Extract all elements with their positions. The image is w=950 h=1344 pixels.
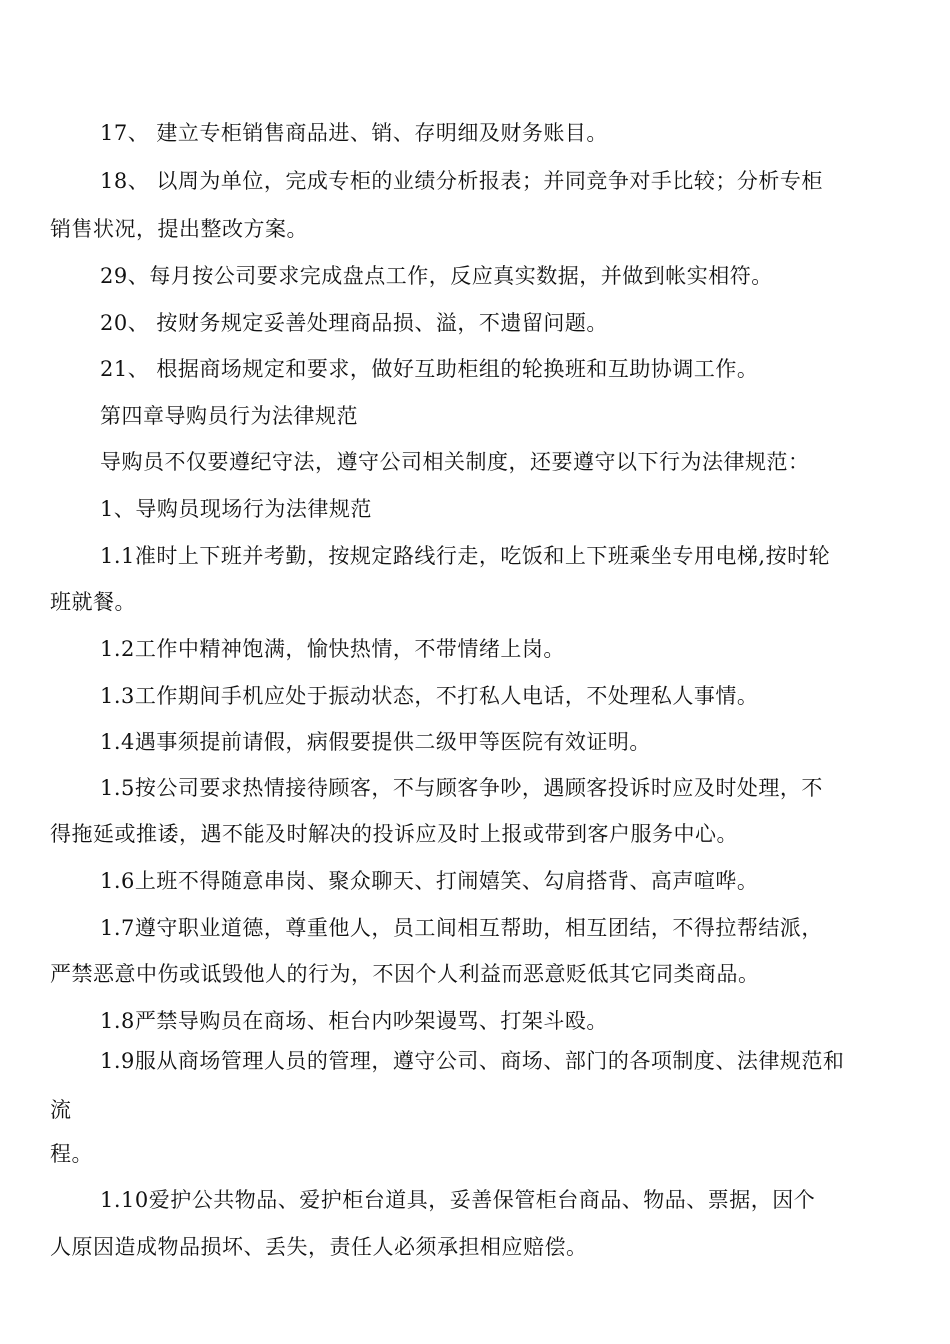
subsection-heading: 1、导购员现场行为法律规范: [100, 497, 372, 521]
text-line: 导购员不仅要遵纪守法，遵守公司相关制度，还要遵守以下行为法律规范：: [100, 450, 810, 474]
text-line: 1.2工作中精神饱满，愉快热情，不带情绪上岗。: [100, 637, 565, 661]
text-line: 1.10爱护公共物品、爱护柜台道具，妥善保管柜台商品、物品、票据，因个: [100, 1188, 816, 1212]
text-line: 严禁恶意中伤或诋毁他人的行为，不因个人利益而恶意贬低其它同类商品。: [50, 962, 760, 986]
text-line: 1.4遇事须提前请假，病假要提供二级甲等医院有效证明。: [100, 730, 651, 754]
text-line: 得拖延或推诿，遇不能及时解决的投诉应及时上报或带到客户服务中心。: [50, 822, 738, 846]
text-line: 班就餐。: [50, 590, 136, 614]
text-line: 21、 根据商场规定和要求，做好互助柜组的轮换班和互助协调工作。: [100, 357, 759, 381]
text-line: 人原因造成物品损坏、丢失，责任人必须承担相应赔偿。: [50, 1235, 588, 1259]
text-line: 1.7遵守职业道德，尊重他人，员工间相互帮助，相互团结，不得拉帮结派，: [100, 916, 823, 940]
text-line: 1.1准时上下班并考勤，按规定路线行走，吃饭和上下班乘坐专用电梯,按时轮: [100, 544, 831, 568]
text-line: 29、每月按公司要求完成盘点工作，反应真实数据，并做到帐实相符。: [100, 264, 773, 288]
text-line: 18、 以周为单位，完成专柜的业绩分析报表；并同竞争对手比较；分析专柜: [100, 169, 823, 193]
text-line: 销售状况，提出整改方案。: [50, 217, 308, 241]
text-line: 20、 按财务规定妥善处理商品损、溢，不遗留问题。: [100, 311, 608, 335]
text-line: 1.3工作期间手机应处于振动状态，不打私人电话，不处理私人事情。: [100, 684, 759, 708]
section-heading: 第四章导购员行为法律规范: [100, 404, 358, 428]
text-line: 程。: [50, 1142, 93, 1166]
text-line: 流: [50, 1098, 72, 1122]
text-line: 1.9服从商场管理人员的管理，遵守公司、商场、部门的各项制度、法律规范和: [100, 1049, 845, 1073]
text-line: 17、 建立专柜销售商品进、销、存明细及财务账目。: [100, 121, 608, 145]
text-line: 1.5按公司要求热情接待顾客，不与顾客争吵，遇顾客投诉时应及时处理，不: [100, 776, 823, 800]
text-line: 1.8严禁导购员在商场、柜台内吵架谩骂、打架斗殴。: [100, 1009, 608, 1033]
text-line: 1.6上班不得随意串岗、聚众聊天、打闹嬉笑、勾肩搭背、高声喧哗。: [100, 869, 759, 893]
